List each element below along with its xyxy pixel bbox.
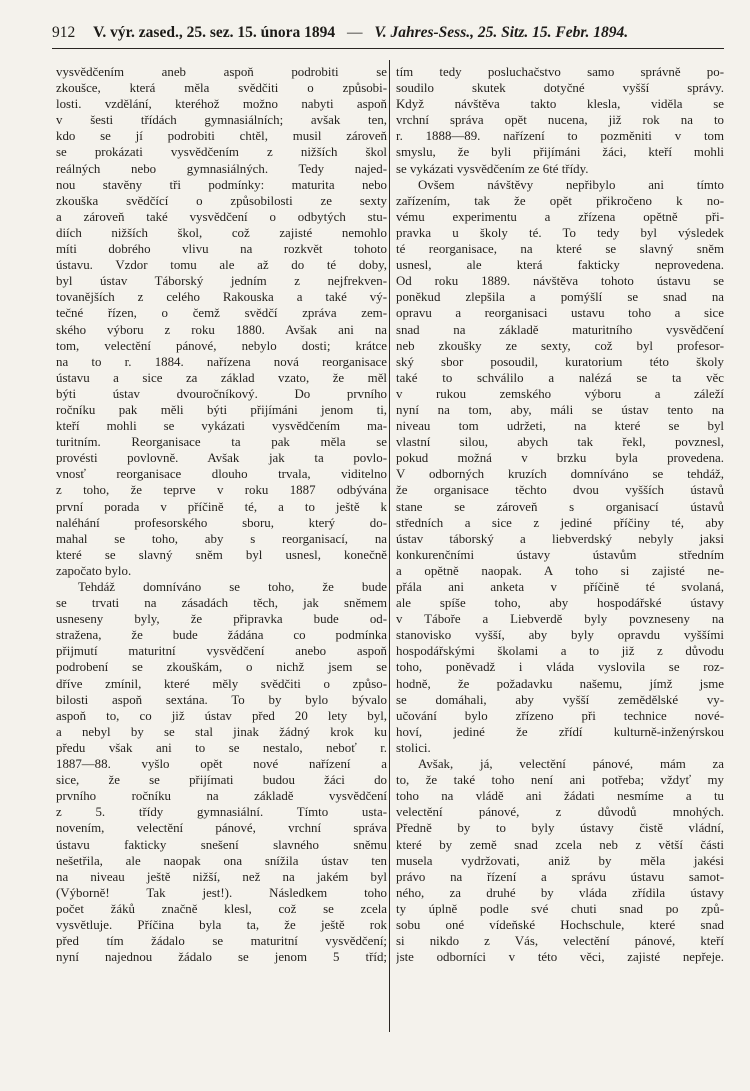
text-line: se trvati na zásadách těch, jak sněmem bbox=[56, 596, 387, 611]
text-line: míti dobrého vlivu na rozkvět tohoto bbox=[56, 242, 387, 257]
text-line: právo na řízení a správu ústavu samot- bbox=[396, 869, 724, 884]
text-line: opravu a reorganisaci ustavu toho a sice bbox=[396, 306, 724, 321]
text-line: počet žáků značně klesl, což se zcela bbox=[56, 901, 387, 916]
text-line: to, že také toho není ani potřeba; vždyť my bbox=[396, 773, 724, 788]
text-line: v Táboře a Liebverdě byly povzneseny na bbox=[396, 612, 724, 627]
text-line: novením, velectění pánové, vrchní správa bbox=[56, 821, 387, 836]
text-line: se vykázati vysvědčením ze 6té třídy. bbox=[396, 161, 589, 176]
text-line: vysvědčením aneb aspoň podrobiti se bbox=[56, 65, 387, 79]
text-line: vrchní správa opět nucena, již rok na to bbox=[396, 113, 724, 128]
text-line: bilosti aspoň sextána. To by bylo bývalo bbox=[56, 692, 387, 707]
left-column bbox=[56, 64, 387, 965]
text-line: hoví, jediné že zřídí kulturně-inženýrskou bbox=[396, 724, 724, 739]
text-line: (Výborně! Tak jest!). Následkem toho bbox=[56, 885, 387, 900]
text-line: naléhání profesorského sboru, který do- bbox=[56, 515, 387, 530]
text-line: diích nižších škol, což zajisté nemohlo bbox=[56, 225, 387, 240]
text-line: nyní najednou žádalo se jenom 5 tříd; bbox=[56, 950, 387, 965]
header-rule bbox=[52, 48, 724, 49]
text-line: podrobení se zkouškám, o nichž jsem se bbox=[56, 660, 387, 675]
text-line: započato bylo. bbox=[56, 563, 132, 578]
text-line: si nikdo z Vás, velectění pánové, kteří bbox=[396, 934, 724, 949]
text-line: poněkud zlepšila a pomýšlí se snad na bbox=[396, 290, 724, 305]
text-line: byl ústav Táborský jedním z nejfrekven- bbox=[56, 274, 387, 289]
text-line: vnosť reorganisace dlouho trvala, viditelno bbox=[56, 467, 387, 482]
text-line: první porada v příčině té, a to ještě k bbox=[56, 499, 387, 514]
text-line: 1887—88. vyšlo opět nové nařízení a bbox=[56, 757, 387, 772]
text-line: velectění pánové, z důvodů mnohých. bbox=[396, 805, 724, 820]
text-line: hospodářskými školami a to již z důvodu bbox=[396, 644, 724, 659]
text-line: vysvětluje. Příčina byla ta, že ještě rok bbox=[56, 917, 387, 932]
text-line: sice, že se přijímati budou žáci do bbox=[56, 773, 387, 788]
text-line: tovanějších z celého Rakouska a také vý- bbox=[56, 290, 387, 305]
text-line: mahal se toho, aby s reorganisací, na bbox=[56, 531, 387, 546]
text-line: Avšak, já, velectění pánové, mám za bbox=[418, 757, 724, 772]
text-line: smyslu, že byli přijímáni žáci, kteří mohli bbox=[396, 145, 724, 160]
text-line: té reorganisace, na které se slavný sněm bbox=[396, 242, 724, 257]
text-line: předu však ani to se nestalo, neboť r. bbox=[56, 740, 387, 755]
text-line: usneseny byly, že připravka bude od- bbox=[56, 612, 387, 627]
text-line: sobu oné vídeňské Hochschule, které snad bbox=[396, 917, 724, 932]
text-line: prvního ročníku na základě vysvědčení bbox=[56, 789, 387, 804]
text-line: přijmutí maturitní vysvědčení anebo aspoň bbox=[56, 644, 387, 659]
text-line: vlastní silou, abych tak řekl, povznesl, bbox=[396, 435, 724, 450]
text-line: tím tedy posluchačstvo samo správně po- bbox=[396, 65, 724, 79]
text-line: z 5. třídy gymnasiální. Tímto usta- bbox=[56, 805, 387, 820]
text-line: Když návštěva takto klesla, viděla se bbox=[396, 97, 724, 112]
text-line: se domáhali, aby vyšší zemědělské vy- bbox=[396, 692, 724, 707]
text-line: ský sbor posoudil, kuratorium této školy bbox=[396, 354, 724, 369]
text-line: toho na vládě ani žádati nesmíme a tu bbox=[396, 789, 724, 804]
text-line: tečné řízen, o čemž svědčí zpráva zem- bbox=[56, 306, 387, 321]
text-line: se prokázati vysvědčením z nižších škol bbox=[56, 145, 387, 160]
text-line: nyní na tom, aby, máli se ústav tento na bbox=[396, 402, 724, 417]
header-separator: — bbox=[346, 24, 363, 41]
text-line: na to r. 1884. nařízena nová reorganisace bbox=[56, 354, 387, 369]
text-line: aspoň to, co již ústav před 20 lety byl, bbox=[56, 708, 387, 723]
text-line: ale spíše toho, aby hospodářské ústavy bbox=[396, 596, 724, 611]
text-line: zkouška svědčící o způsobilosti ze sexty bbox=[56, 193, 387, 208]
text-line: losti. vzdělání, kteréhož možno nabyti aspoň bbox=[56, 97, 387, 112]
text-line: niveau tom udržeti, na které se byl bbox=[396, 419, 724, 434]
text-line: ústav táborský a liebverdský nebyly jaksi bbox=[396, 531, 724, 546]
text-line: učování bylo zřízeno při technice nové- bbox=[396, 708, 724, 723]
text-line: ústavu. Vzdor tomu ale až do té doby, bbox=[56, 258, 387, 273]
text-line: nou stavěny tři podmínky: maturita nebo bbox=[56, 177, 387, 192]
text-line: nešetřila, ale naopak ona snížila ústav ten bbox=[56, 853, 387, 868]
text-line: V odborných kruzích domníváno se tehdáž, bbox=[396, 467, 724, 482]
text-line: jste odborníci v této věci, zajisté nepřeje. bbox=[396, 950, 724, 965]
text-line: pravka u školy té. To tedy byl výsledek bbox=[396, 225, 724, 240]
text-line: pokud možná v brzku byla provedena. bbox=[396, 451, 724, 466]
text-line: v rukou zemského výboru a záleží bbox=[396, 386, 724, 401]
text-line: r. 1888—89. nařízení to pozměniti v tom bbox=[396, 129, 724, 144]
text-line: stolici. bbox=[396, 740, 431, 755]
header-czech: V. výr. zased., 25. sez. 15. února 1894 bbox=[93, 24, 336, 41]
text-line: snad na základě maturitního vysvědčení bbox=[396, 322, 724, 337]
text-line: kteří mohli se vykázati vysvědčením ma- bbox=[56, 419, 387, 434]
text-line: turitním. Reorganisace ta pak měla se bbox=[56, 435, 387, 450]
text-line: Tehdáž domníváno se toho, že bude bbox=[78, 580, 387, 594]
column-divider bbox=[389, 60, 390, 1032]
text-line: a zároveň také vysvědčení o odbytých stu- bbox=[56, 209, 387, 224]
text-line: z toho, že teprve v roku 1887 odbývána bbox=[56, 483, 387, 498]
text-line: kdo se jí podrobiti chtěl, musil zároveň bbox=[56, 129, 387, 144]
text-line: hodně, že požadavku našemu, jímž jsme bbox=[396, 676, 724, 691]
text-line: ného, za druhé by vláda zřídila ústavy bbox=[396, 885, 724, 900]
text-line: Ovšem návštěvy nepřibylo ani tímto bbox=[418, 177, 724, 192]
text-line: v šesti třídách gymnasiálních; avšak ten, bbox=[56, 113, 387, 128]
text-line: ústavu fakticky snešení slavného sněmu bbox=[56, 837, 387, 852]
text-line: stanovisko vyšší, aby byly opravdu vyššími bbox=[396, 628, 724, 643]
text-line: také to schválilo a nalézá se ta věc bbox=[396, 370, 724, 385]
text-line: ročníku pak měli býti přijímáni jenom ti, bbox=[56, 402, 387, 417]
text-line: býti ústav dvouročníkový. Do prvního bbox=[56, 386, 387, 401]
text-line: provésti povlovně. Avšak jak ta povlo- bbox=[56, 451, 387, 466]
page-number: 912 bbox=[52, 24, 76, 41]
text-line: ústavu a sice za základ vzato, že měl bbox=[56, 370, 387, 385]
text-line: zařízením, tak že opět přikročeno k no- bbox=[396, 193, 724, 208]
text-line: tom, velectění pánové, nebylo dosti; krátce bbox=[56, 338, 387, 353]
text-line: že organisace těchto dvou vyšších ústavů bbox=[396, 483, 724, 498]
text-line: které by země snad zcela neb z větší části bbox=[396, 837, 724, 852]
page-header bbox=[52, 24, 724, 46]
text-line: ského výboru z roku 1880. Avšak ani na bbox=[56, 322, 387, 337]
text-line: vému experimentu a zřízena opětně při- bbox=[396, 209, 724, 224]
right-column bbox=[396, 64, 724, 965]
text-line: usnesl, ale která fakticky neprovedena. bbox=[396, 258, 724, 273]
text-line: ty úplně podle své chuti snad po způ- bbox=[396, 901, 724, 916]
text-line: které se slavný sněm byl usnesl, konečně bbox=[56, 547, 387, 562]
text-line: středních a sice z jediné příčiny té, aby bbox=[396, 515, 724, 530]
text-line: a nebyl by se stal jinak žádný krok ku bbox=[56, 724, 387, 739]
text-line: soudilo skutek dotyčné vyšší správy. bbox=[396, 81, 724, 96]
text-line: neb zkoušky ze sexty, což byl profesor- bbox=[396, 338, 724, 353]
text-line: reálných nebo gymnasiálných. Tedy najed- bbox=[56, 161, 387, 176]
text-line: musela vydržovati, aniž by měla jakési bbox=[396, 853, 724, 868]
text-line: přála ani anketa v příčině té svolaná, bbox=[396, 580, 724, 594]
header-german: V. Jahres-Sess., 25. Sitz. 15. Febr. 1894. bbox=[374, 24, 629, 41]
text-line: Od roku 1889. návštěva tohoto ústavu se bbox=[396, 274, 724, 289]
text-line: konkurenčními ústavy ústavům středním bbox=[396, 547, 724, 562]
text-line: a opětně naopak. A toho si zajisté ne- bbox=[396, 563, 724, 578]
text-line: na niveau ještě nižší, než na jakém byl bbox=[56, 869, 387, 884]
text-line: Předně by to byly ústavy čistě vládní, bbox=[396, 821, 724, 836]
text-line: dříve zmínil, které měly svědčiti o způso- bbox=[56, 676, 387, 691]
text-line: stane se zároveň s organisací ústavů bbox=[396, 499, 724, 514]
text-line: toho, poněvadž i vláda vyslovila se roz- bbox=[396, 660, 724, 675]
text-line: stražena, že bude žádána co podmínka bbox=[56, 628, 387, 643]
text-line: zkoušce, která měla svědčiti o způsobi- bbox=[56, 81, 387, 96]
text-line: před tím žádalo se maturitní vysvědčení; bbox=[56, 934, 387, 949]
